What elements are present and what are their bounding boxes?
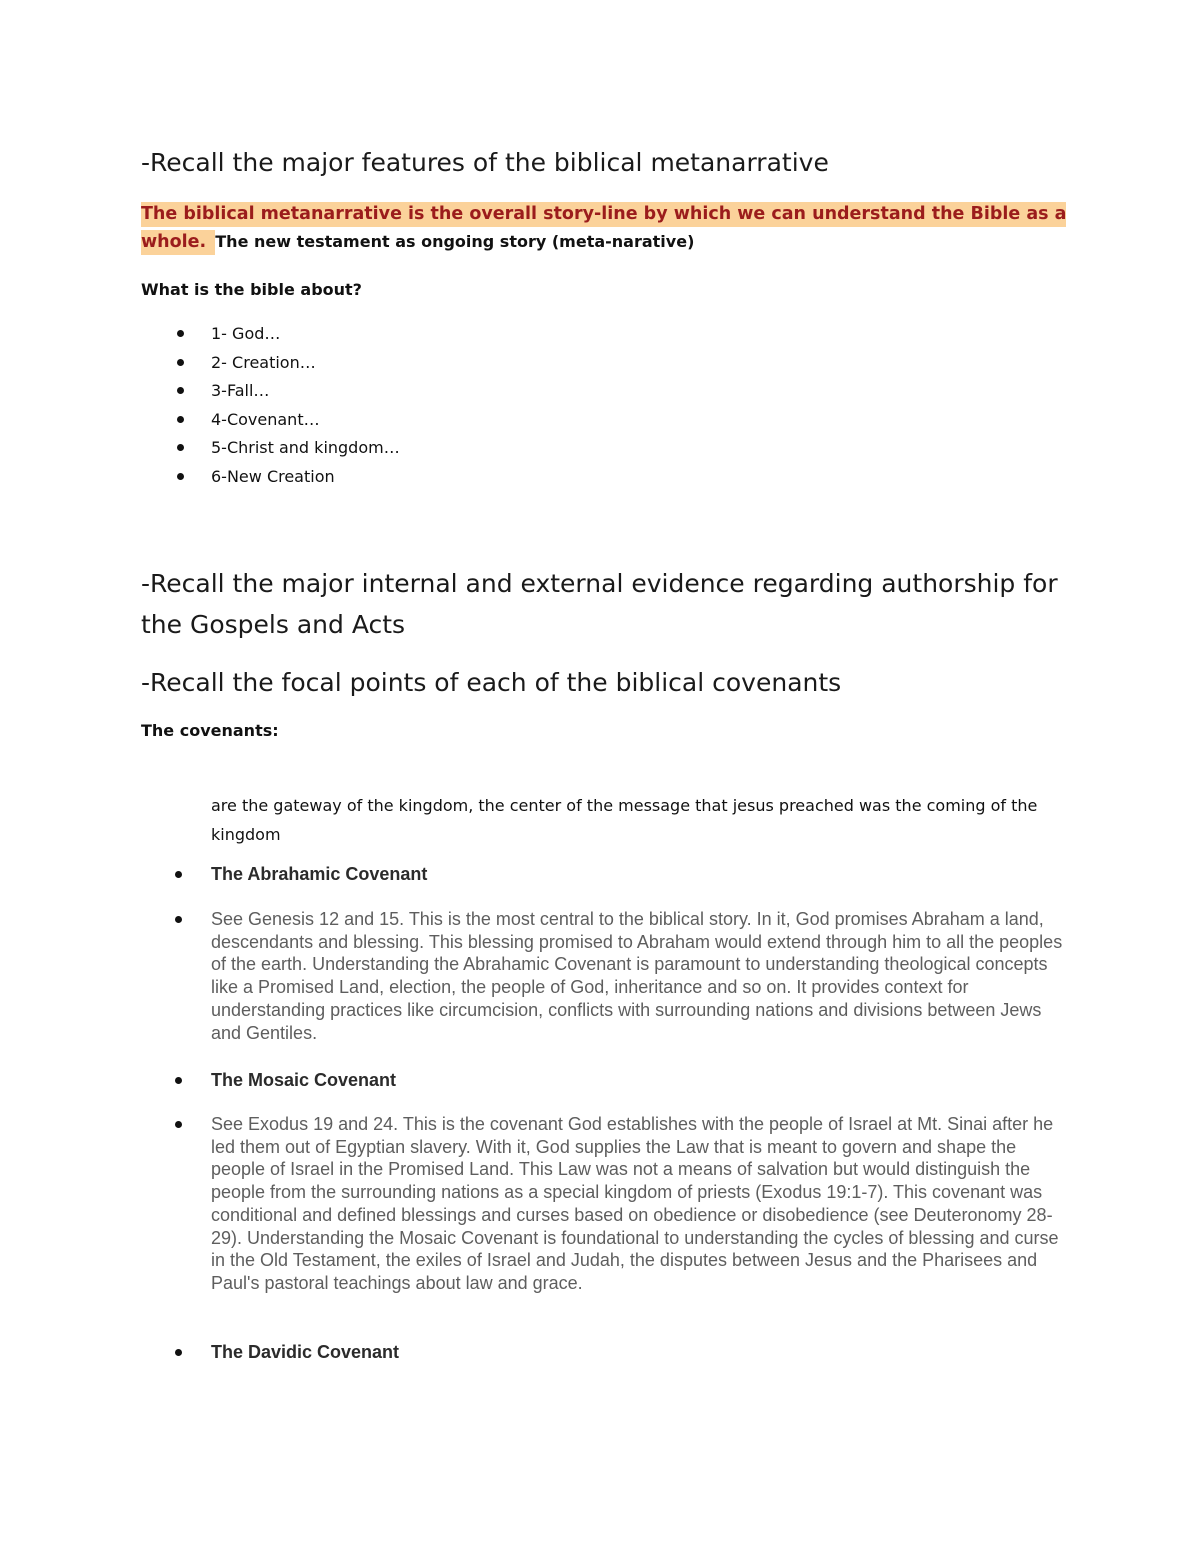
bullet-icon — [177, 387, 184, 394]
covenant-title-text: The Mosaic Covenant — [211, 1070, 397, 1090]
covenant-title-text: The Abrahamic Covenant — [211, 864, 428, 884]
heading-authorship: -Recall the major internal and external evidence regarding authorship for the Gospels and Acts — [141, 569, 1058, 639]
highlighted-definition: The biblical metanarrative is the overall story-line by which we can understand the Bible as a whole. — [141, 202, 1066, 255]
list-item — [141, 434, 400, 463]
list-item — [141, 463, 400, 492]
heading-metanarrative: -Recall the major features of the biblical metanarrative — [141, 148, 829, 177]
covenant-description-mosaic — [211, 1113, 1071, 1295]
bullet-icon — [177, 330, 184, 337]
bullet-icon — [177, 473, 184, 480]
list-item — [141, 377, 400, 406]
covenant-description-text: See Genesis 12 and 15. This is the most central to the biblical story. In it, God promises Abraham a land, descendants and blessing. This blessing promised to Abraham would extend through him to all the peoples of the earth. Understanding the Abrahamic Covenant is paramount to understanding theological concepts like a Promised Land, election, the people of God, inheritance and so on. It provides context for understanding practices like circumcision, conflicts with surrounding nations and divisions between Jews and Gentiles. — [211, 909, 1063, 1043]
covenant-title-davidic — [211, 1340, 1071, 1364]
bullet-icon — [175, 916, 182, 923]
bullet-icon — [175, 1121, 182, 1128]
covenant-description-abrahamic — [211, 908, 1071, 1044]
list-item-text: 2- Creation… — [211, 352, 316, 372]
ongoing-story-note: The new testament as ongoing story (meta-narative) — [215, 232, 695, 251]
heading-covenants: -Recall the focal points of each of the biblical covenants — [141, 668, 842, 697]
list-item-text: 6-New Creation — [211, 466, 335, 486]
bullet-icon — [177, 416, 184, 423]
covenant-title-abrahamic — [211, 862, 1071, 886]
covenant-title-text: The Davidic Covenant — [211, 1342, 400, 1362]
list-item-text: 5-Christ and kingdom… — [211, 438, 400, 457]
bullet-icon — [175, 1077, 182, 1084]
covenant-title-mosaic — [211, 1068, 1071, 1092]
bullet-icon — [177, 444, 184, 451]
metanarrative-list — [141, 320, 400, 491]
covenant-description-text: See Exodus 19 and 24. This is the covenant God establishes with the people of Israel at Mt. Sinai after he led them out of Egyptian slavery. With it, God supplies the Law that is meant to govern and shape the people of Israel in the Promised Land. This Law was not a means of salvation but would distinguish the people from the surrounding nations as a special kingdom of priests (Exodus 19:1-7). This covenant was conditional and defined blessings and curses based on obedience or disobedience (see Deuteronomy 28-29). Understanding the Mosaic Covenant is foundational to understanding the cycles of blessing and curse in the Old Testament, the exiles of Israel and Judah, the disputes between Jesus and the Pharisees and Paul's pastoral teachings about law and grace. — [211, 1114, 1059, 1293]
covenants-label: The covenants: — [141, 721, 279, 740]
list-item-text: 3-Fall… — [211, 381, 270, 400]
bullet-icon — [177, 359, 184, 366]
list-item — [141, 349, 400, 378]
list-item-text: 1- God… — [211, 324, 281, 343]
bullet-icon — [175, 871, 182, 878]
list-item-text: 4-Covenant… — [211, 409, 320, 429]
bible-about-question: What is the bible about? — [141, 280, 362, 299]
list-item — [141, 406, 400, 435]
bullet-icon — [175, 1349, 182, 1356]
covenants-intro: are the gateway of the kingdom, the center of the message that jesus preached was the coming of the kingdom — [211, 796, 1038, 844]
metanarrative-definition — [141, 200, 1071, 256]
list-item — [141, 320, 400, 349]
